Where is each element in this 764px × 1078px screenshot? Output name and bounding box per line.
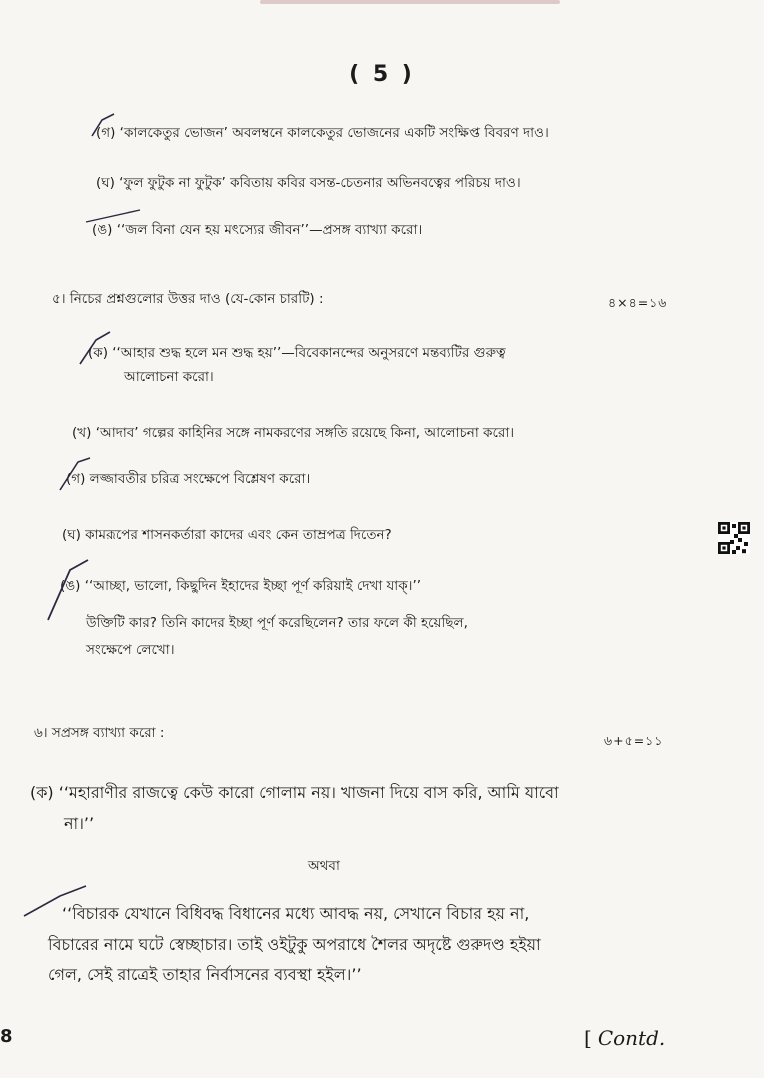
q5-item-uma-line2: উক্তিটি কার? তিনি কাদের ইচ্ছা পূর্ণ করেছিলেন? তার ফলে কী হয়েছিল, [86,615,468,631]
top-edge-mark [260,0,560,4]
page-number: ( 5 ) [349,62,415,87]
q5-item-uma-line3: সংক্ষেপে লেখো। [86,642,175,658]
q6-heading: ৬। সপ্রসঙ্গ ব্যাখ্যা করো : [34,725,165,741]
pen-tick-mark [76,330,116,370]
pen-tick-mark [20,882,90,922]
pen-tick-mark [56,456,96,496]
q5-item-ka-line2: আলোচনা করো। [124,369,214,385]
q5-heading: ৫। নিচের প্রশ্নগুলোর উত্তর দাও (যে-কোন চারটি) : [52,291,324,307]
question-item-gha: (ঘ) ‘ফুল ফুটুক না ফুটুক’ কবিতায় কবির বসন্ত-চেতনার অভিনবত্বের পরিচয় দাও। [96,175,521,191]
q5-item-ga: (গ) লজ্জাবতীর চরিত্র সংক্ষেপে বিশ্লেষণ করো। [66,471,311,487]
q6-item-ka-line1: (ক) ‘‘মহারাণীর রাজত্বে কেউ কারো গোলাম নয়। খাজনা দিয়ে বাস করি, আমি যাবো [30,783,559,802]
pen-tick-mark [88,112,118,142]
continued-text: Contd. [597,1026,666,1050]
q5-item-kha: (খ) ‘আদাব’ গল্পের কাহিনির সঙ্গে নামকরণের সঙ্গতি রয়েছে কিনা, আলোচনা করো। [72,425,515,441]
q5-item-uma-line1: (ঙ) ‘‘আচ্ছা, ভালো, কিছুদিন ইহাদের ইচ্ছা পূর্ণ করিয়াই দেখা যাক্।’’ [60,578,422,594]
q6-alt-line3: গেল, সেই রাত্রেই তাহার নির্বাসনের ব্যবস্থা হইল।’’ [48,965,362,984]
q5-marks: ৪×৪=১৬ [608,295,668,310]
continued-label [584,1026,665,1050]
q6-item-ka-line2: না।’’ [64,814,95,833]
q6-marks: ৬+৫=১১ [604,733,664,748]
qr-code-icon [718,522,750,554]
q5-item-ka-line1: (ক) ‘‘আহার শুদ্ধ হলে মন শুদ্ধ হয়’’—বিবেকানন্দের অনুসরণে মন্তব্যটির গুরুত্ব [88,345,506,361]
question-item-ga: (গ) ‘কালকেতুর ভোজন’ অবলম্বনে কালকেতুর ভোজনের একটি সংক্ষিপ্ত বিবরণ দাও। [96,125,549,141]
pen-tick-mark [44,556,94,626]
continued-bracket: [ [584,1026,592,1050]
question-item-uma: (ঙ) ‘‘জল বিনা যেন হয় মৎস্যের জীবন’’—প্রসঙ্গ ব্যাখ্যা করো। [92,222,423,238]
q6-or-label: অথবা [308,858,340,874]
q6-alt-line2: বিচারের নামে ঘটে স্বেচ্ছাচার। তাই ওইটুকু অপরাধে শৈলর অদৃষ্টে গুরুদণ্ড হইয়া [48,935,541,954]
q6-alt-line1: ‘‘বিচারক যেখানে বিধিবদ্ধ বিধানের মধ্যে আবদ্ধ নয়, সেখানে বিচার হয় না, [62,904,530,923]
footer-page-code: 8 [0,1026,13,1047]
q5-item-gha: (ঘ) কামরূপের শাসনকর্তারা কাদের এবং কেন তাম্রপত্র দিতেন? [62,527,392,543]
pen-tick-mark [84,206,144,230]
